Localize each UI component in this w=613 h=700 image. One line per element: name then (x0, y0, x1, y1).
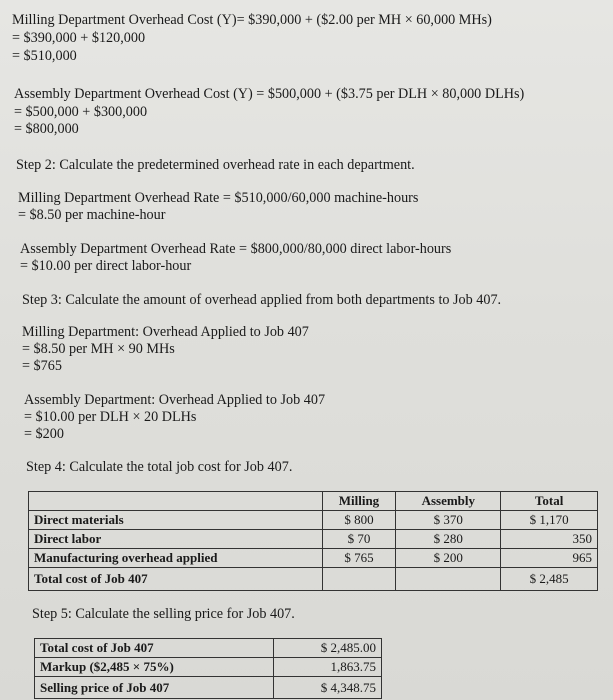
milling-value (322, 568, 396, 591)
assembly-value: $ 280 (396, 530, 501, 549)
step2-milling-line-2: = $8.50 per machine-hour (18, 207, 166, 223)
step2-heading: Step 2: Calculate the predetermined overhead rate in each department. (16, 157, 415, 173)
milling-value: $ 70 (322, 530, 396, 549)
total-value: 965 (501, 549, 598, 568)
milling-value: $ 765 (322, 549, 396, 568)
milling-cost-line-3: = $510,000 (12, 48, 77, 64)
step3-milling-line-2: = $8.50 per MH × 90 MHs (22, 341, 175, 357)
step2-assembly-line-1: Assembly Department Overhead Rate = $800,000/80,000 direct labor-hours (20, 241, 452, 257)
assembly-cost-line-2: = $500,000 + $300,000 (14, 104, 148, 120)
total-value: $ 2,485 (501, 568, 598, 591)
assembly-value: $ 370 (396, 511, 501, 530)
milling-value: $ 800 (322, 511, 396, 530)
step3-assembly-line-2: = $10.00 per DLH × 20 DLHs (24, 409, 197, 425)
step3-assembly-line-1: Assembly Department: Overhead Applied to Job 407 (24, 392, 326, 408)
table-header-row (29, 492, 598, 511)
step2-milling-line-1: Milling Department Overhead Rate = $510,000/60,000 machine-hours (18, 190, 419, 206)
table-row (29, 549, 598, 568)
table-row (35, 658, 382, 677)
step5-heading: Step 5: Calculate the selling price for Job 407. (32, 606, 295, 622)
row-value: $ 2,485.00 (274, 639, 382, 658)
column-header-assembly: Assembly (396, 492, 501, 511)
table-header-blank (29, 492, 323, 511)
step3-milling-line-1: Milling Department: Overhead Applied to Job 407 (22, 324, 309, 340)
table-row (29, 568, 598, 591)
step4-heading: Step 4: Calculate the total job cost for Job 407. (26, 459, 293, 475)
row-value: $ 4,348.75 (274, 677, 382, 699)
column-header-milling: Milling (322, 492, 396, 511)
row-value: 1,863.75 (274, 658, 382, 677)
table-row (29, 511, 598, 530)
row-label: Manufacturing overhead applied (29, 549, 323, 568)
row-label: Direct labor (29, 530, 323, 549)
step2-assembly-line-2: = $10.00 per direct labor-hour (20, 258, 192, 274)
selling-price-table (34, 638, 382, 699)
table-row (35, 677, 382, 699)
row-label: Markup ($2,485 × 75%) (35, 658, 274, 677)
total-value: 350 (501, 530, 598, 549)
assembly-value (396, 568, 501, 591)
column-header-total: Total (501, 492, 598, 511)
table-row (29, 530, 598, 549)
assembly-cost-line-3: = $800,000 (14, 121, 79, 137)
job-cost-table (28, 491, 598, 591)
assembly-value: $ 200 (396, 549, 501, 568)
milling-cost-line-1: Milling Department Overhead Cost (Y)= $390,000 + ($2.00 per MH × 60,000 MHs) (12, 12, 492, 28)
row-label: Total cost of Job 407 (29, 568, 323, 591)
row-label: Selling price of Job 407 (35, 677, 274, 699)
step3-milling-line-3: = $765 (22, 358, 62, 374)
assembly-cost-line-1: Assembly Department Overhead Cost (Y) = $500,000 + ($3.75 per DLH × 80,000 DLHs) (14, 86, 525, 102)
milling-cost-line-2: = $390,000 + $120,000 (12, 30, 146, 46)
row-label: Direct materials (29, 511, 323, 530)
total-value: $ 1,170 (501, 511, 598, 530)
step3-assembly-line-3: = $200 (24, 426, 64, 442)
row-label: Total cost of Job 407 (35, 639, 274, 658)
table-row (35, 639, 382, 658)
step3-heading: Step 3: Calculate the amount of overhead applied from both departments to Job 407. (22, 292, 502, 308)
